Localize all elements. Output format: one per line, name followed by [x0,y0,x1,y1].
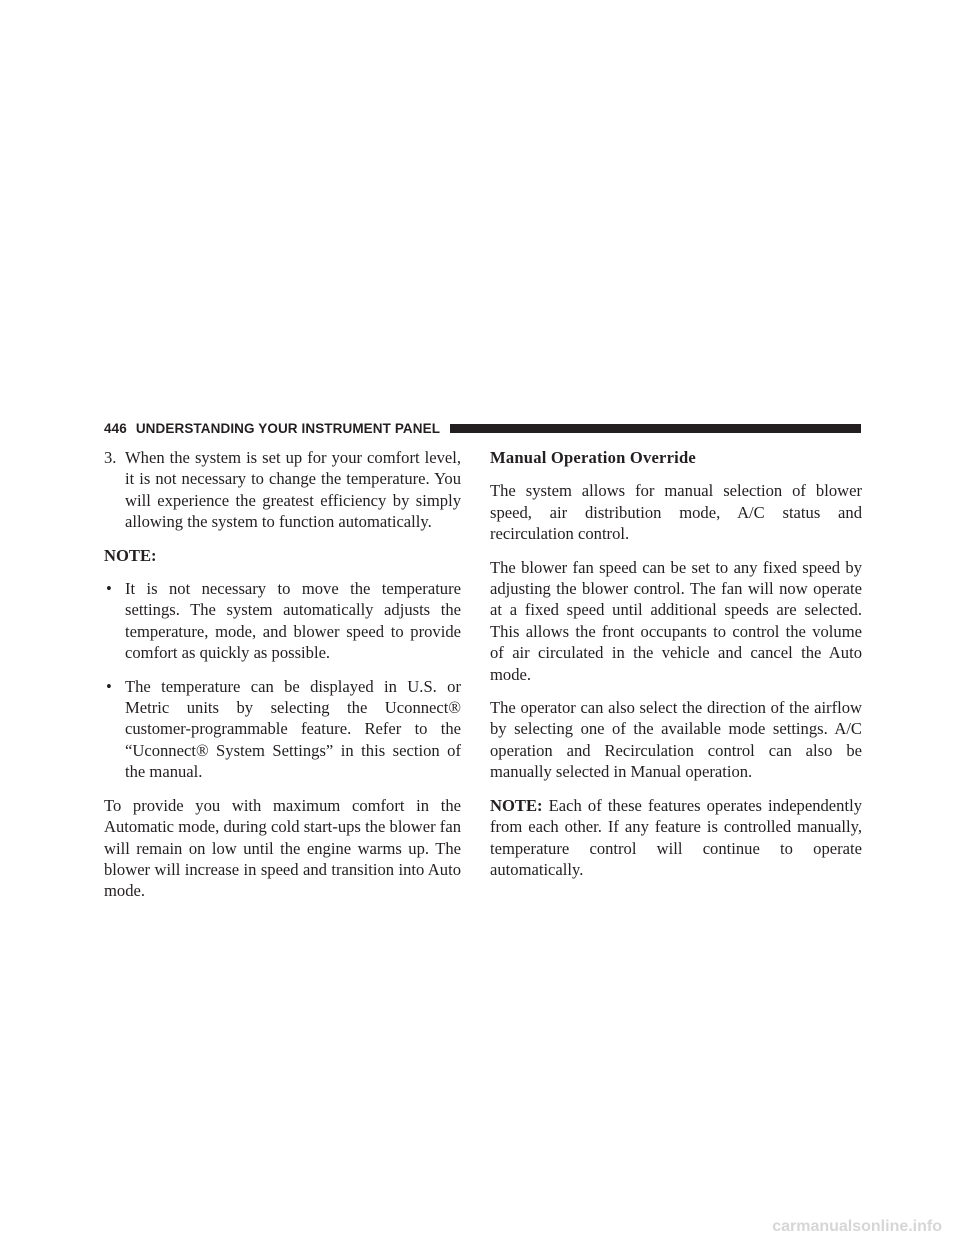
body-paragraph: To provide you with maximum comfort in the Automatic mode, during cold start-ups the blower fan will remain on low until the engine warms up. The blower will increase in speed and transition into Auto mode. [104,795,461,901]
body-paragraph: The blower fan speed can be set to any fixed speed by adjusting the blower control. The fan will now operate at a fixed speed until additional speeds are selected. This allows the front occupants to control the volume of air circulated in the vehicle and cancel the Auto mode. [490,557,862,684]
page-header [104,419,861,437]
bullet-item [104,676,461,783]
body-paragraph: The operator can also select the direction of the airflow by selecting one of the available mode settings. A/C operation and Recirculation control can also be manually selected in Manual operation. [490,698,862,782]
bullet-text: It is not necessary to move the temperature settings. The system automatically adjusts the temperature, mode, and blower speed to provide comfort as quickly as possible. [125,579,461,663]
right-column [490,447,862,892]
section-title: UNDERSTANDING YOUR INSTRUMENT PANEL [135,420,441,436]
bullet-item [104,578,461,664]
note-paragraph [490,795,862,881]
bullet-text: The temperature can be displayed in U.S. or Metric units by selecting the Uconnect® customer-programmable feature. Refer to the “Uconnect® System Settings” in this section of the manual. [125,676,461,782]
note-text: Each of these features operates independently from each other. If any feature is controlled manually, temperature control will continue to operate automatically. [490,795,862,879]
note-label: NOTE: [104,545,157,565]
page-number: 446 [104,420,127,436]
section-heading: Manual Operation Override [490,448,696,467]
left-column [104,447,461,914]
numbered-step [104,447,461,533]
bullet-icon: • [106,676,112,696]
note-label: NOTE: [490,795,543,815]
body-paragraph: The system allows for manual selection of blower speed, air distribution mode, A/C status and recirculation control. [490,481,862,544]
step-number: 3. [104,448,117,467]
watermark: carmanualsonline.info [772,1218,942,1235]
step-text: When the system is set up for your comfort level, it is not necessary to change the temperature. You will experience the greatest efficiency by simply allowing the system to function automatically. [125,448,461,532]
header-rule [450,424,861,433]
bullet-icon: • [106,579,112,599]
